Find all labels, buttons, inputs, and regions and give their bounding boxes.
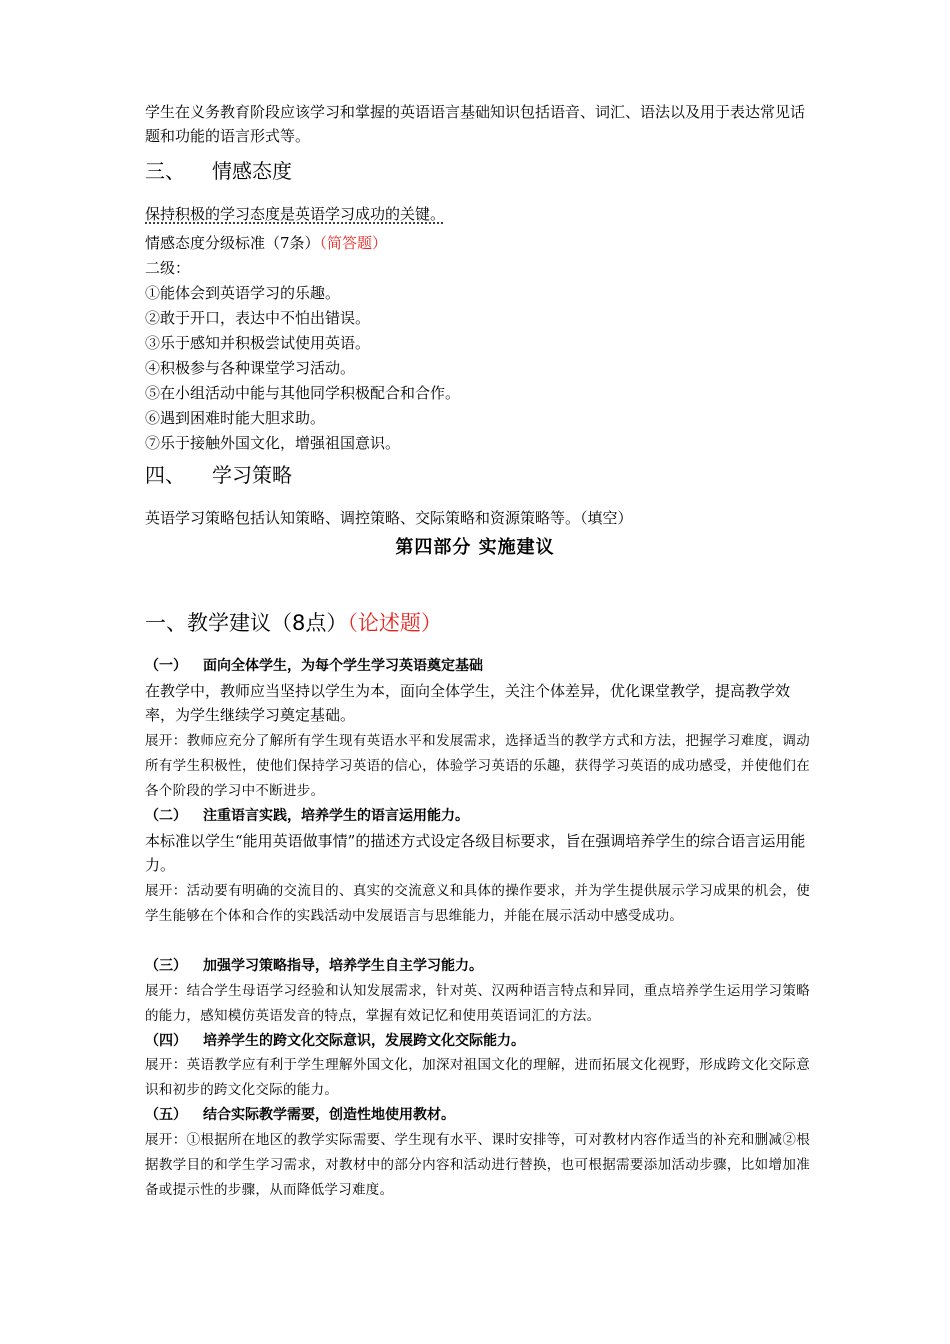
point-heading — [145, 655, 483, 677]
point-heading-text: 加强学习策略指导，培养学生自主学习能力。 — [203, 958, 483, 974]
point-index: （五） — [145, 1107, 187, 1123]
point-body: 本标准以学生“能用英语做事情”的描述方式设定各级目标要求，旨在强调培养学生的综合语言运用能力。 — [145, 832, 806, 874]
section-four-title: 学习策略 — [212, 463, 292, 487]
section-four-text: 英语学习策略包括认知策略、调控策略、交际策略和资源策略等。（填空） — [145, 509, 633, 527]
point-heading-text: 面向全体学生，为每个学生学习英语奠定基础 — [203, 658, 483, 674]
point-index: （四） — [145, 1033, 187, 1049]
part-four-title: 第四部分 实施建议 — [395, 537, 555, 558]
point-index: （一） — [145, 658, 187, 674]
point-expand: 展开：教师应充分了解所有学生现有英语水平和发展需求，选择适当的教学方式和方法，把握学习难度，调动所有学生积极性，使他们保持学习英语的信心，体验学习英语的乐趣，获得学习英语的成功感受，并使他们在各个阶段的学习中不断进步。 — [145, 733, 810, 799]
point-heading — [145, 1030, 525, 1052]
point-heading-text: 培养学生的跨文化交际意识，发展跨文化交际能力。 — [203, 1033, 525, 1049]
attitude-item: ①能体会到英语学习的乐趣。 — [145, 284, 341, 302]
teaching-tag: （论述题） — [347, 611, 442, 635]
attitude-item: ③乐于感知并积极尝试使用英语。 — [145, 334, 371, 352]
point-index: （二） — [145, 808, 187, 824]
point-heading-text: 注重语言实践，培养学生的语言运用能力。 — [203, 808, 469, 824]
section-three-lead — [145, 202, 815, 226]
level-label: 二级： — [145, 259, 191, 277]
point-index: （三） — [145, 958, 187, 974]
section-four-heading — [145, 461, 292, 489]
point-expand: 展开：①根据所在地区的教学实际需要、学生现有水平、课时安排等，可对教材内容作适当的补充和删减②根据教学目的和学生学习需求，对教材中的部分内容和活动进行替换，也可根据需要添加活动步骤，比如增加准备或提示性的步骤，从而降低学习难度。 — [145, 1132, 810, 1198]
intro-paragraph: 学生在义务教育阶段应该学习和掌握的英语语言基础知识包括语音、词汇、语法以及用于表达常见话题和功能的语言形式等。 — [145, 103, 806, 145]
teaching-title-text: 一、教学建议（8点） — [145, 611, 348, 635]
point-heading-text: 结合实际教学需要，创造性地使用教材。 — [203, 1107, 455, 1123]
section-three-heading — [145, 157, 292, 185]
point-heading — [145, 1104, 455, 1126]
section-three-title: 情感态度 — [212, 159, 292, 183]
teaching-title — [145, 608, 442, 638]
point-expand: 展开：活动要有明确的交流目的、真实的交流意义和具体的操作要求，并为学生提供展示学习成果的机会，使学生能够在个体和合作的实践活动中发展语言与思维能力，并能在展示活动中感受成功。 — [145, 883, 810, 924]
point-expand: 展开：结合学生母语学习经验和认知发展需求，针对英、汉两种语言特点和异同，重点培养学生运用学习策略的能力，感知模仿英语发音的特点，掌握有效记忆和使用英语词汇的方法。 — [145, 983, 810, 1024]
attitude-item: ⑦乐于接触外国文化，增强祖国意识。 — [145, 434, 401, 452]
point-expand: 展开：英语教学应有利于学生理解外国文化，加深对祖国文化的理解，进而拓展文化视野，形成跨文化交际意识和初步的跨文化交际的能力。 — [145, 1057, 810, 1098]
standard-label: 情感态度分级标准（7条） — [145, 234, 320, 252]
point-heading — [145, 955, 483, 977]
section-three-standard — [145, 231, 815, 255]
section-four-number: 四、 — [145, 463, 185, 487]
point-heading — [145, 805, 469, 827]
attitude-item: ⑥遇到困难时能大胆求助。 — [145, 409, 326, 427]
point-body: 在教学中，教师应当坚持以学生为本，面向全体学生，关注个体差异，优化课堂教学，提高教学效率，为学生继续学习奠定基础。 — [145, 682, 791, 724]
standard-tag: （简答题） — [319, 234, 388, 252]
section-three-lead-text: 保持积极的学习态度是英语学习成功的关键。 — [145, 205, 446, 223]
attitude-item: ④积极参与各种课堂学习活动。 — [145, 359, 356, 377]
attitude-item: ②敢于开口，表达中不怕出错误。 — [145, 309, 371, 327]
section-three-number: 三、 — [145, 159, 185, 183]
attitude-item: ⑤在小组活动中能与其他同学积极配合和合作。 — [145, 384, 461, 402]
